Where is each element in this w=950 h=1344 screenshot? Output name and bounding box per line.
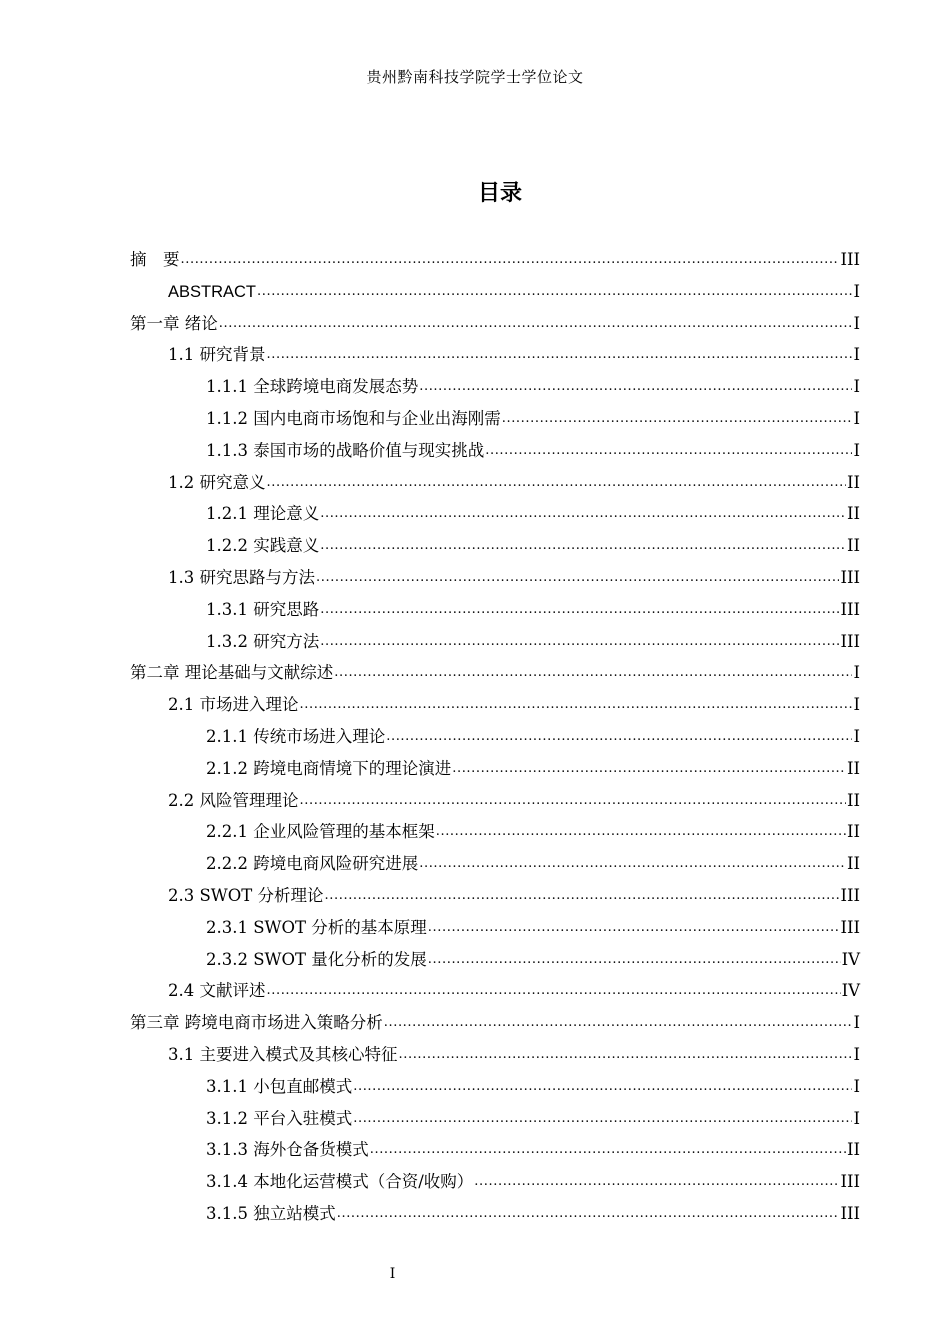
toc-entry-title: 1.2.2 实践意义 [206,536,320,556]
toc-entry[interactable] [130,1103,860,1135]
toc-leader-dots [337,1201,840,1221]
toc-entry-title: 3.1.1 小包直邮模式 [206,1076,353,1096]
toc-leader-dots [485,438,852,458]
toc-entry[interactable] [130,244,860,276]
toc-leader-dots [502,406,853,426]
toc-entry-page: I [853,408,860,428]
toc-entry-title: 2.2.1 企业风险管理的基本框架 [206,822,435,842]
toc-entry[interactable] [130,562,860,594]
toc-entry[interactable] [130,689,860,721]
toc-entry-title: 2.3 SWOT 分析理论 [168,885,324,905]
toc-entry[interactable] [130,1007,860,1039]
toc-leader-dots [474,1169,839,1189]
toc-entry-title: 1.1.3 泰国市场的战略价值与现实挑战 [206,440,485,460]
toc-entry-title: 2.1 市场进入理论 [168,695,299,715]
toc-leader-dots [334,660,852,680]
toc-entry[interactable] [130,467,860,499]
toc-entry-page: III [840,917,860,937]
toc-entry[interactable] [130,594,860,626]
toc-entry-title: 1.1 研究背景 [168,345,266,365]
toc-leader-dots [428,947,841,967]
toc-leader-dots [419,374,852,394]
toc-entry-page: I [853,726,860,746]
toc-entry[interactable] [130,1166,860,1198]
toc-entry-title: 2.2.2 跨境电商风险研究进展 [206,854,419,874]
toc-leader-dots [386,724,852,744]
toc-entry[interactable] [130,403,860,435]
toc-entry[interactable] [130,944,860,976]
toc-entry-page: I [853,663,860,683]
toc-entry[interactable] [130,1071,860,1103]
toc-entry-page: I [853,1013,860,1033]
toc-entry[interactable] [130,721,860,753]
toc-leader-dots [452,756,846,776]
table-of-contents [130,244,860,1230]
toc-entry-page: I [853,695,860,715]
toc-entry-page: I [853,1076,860,1096]
toc-entry-page: II [846,472,860,492]
toc-leader-dots [257,279,852,299]
toc-entry[interactable] [130,626,860,658]
toc-title: 目录 [477,181,522,206]
toc-entry-title: 1.1.1 全球跨境电商发展态势 [206,377,419,397]
toc-entry[interactable] [130,339,860,371]
toc-entry-page: I [853,1044,860,1064]
toc-entry-title: 3.1.2 平台入驻模式 [206,1108,353,1128]
toc-entry-page: I [853,1108,860,1128]
toc-entry-page: III [840,599,860,619]
toc-entry-title: 2.1.1 传统市场进入理论 [206,726,386,746]
toc-leader-dots [436,819,846,839]
toc-entry-title: 3.1.4 本地化运营模式（合资/收购） [206,1172,474,1192]
toc-entry-page: III [840,885,860,905]
toc-leader-dots [320,629,839,649]
toc-entry-page: I [853,440,860,460]
toc-entry-title: 3.1.3 海外仓备货模式 [206,1140,369,1160]
page-number: I [389,1266,396,1282]
toc-entry[interactable] [130,435,860,467]
toc-entry-title: 3.1.5 独立站模式 [206,1203,336,1223]
toc-entry-page: II [846,758,860,778]
toc-entry-page: III [840,631,860,651]
toc-leader-dots [267,342,853,362]
toc-entry-title: 1.3 研究思路与方法 [168,567,315,587]
toc-entry[interactable] [130,785,860,817]
toc-entry-page: II [846,536,860,556]
toc-leader-dots [384,1010,853,1030]
toc-leader-dots [181,247,840,267]
toc-leader-dots [300,788,846,808]
toc-entry[interactable] [130,308,860,340]
toc-entry-page: I [853,345,860,365]
toc-entry[interactable] [130,975,860,1007]
toc-entry[interactable] [130,530,860,562]
toc-entry[interactable] [130,912,860,944]
toc-entry-page: III [840,250,860,269]
toc-leader-dots [370,1137,846,1157]
toc-entry-title: 第二章 理论基础与文献综述 [130,663,334,683]
toc-leader-dots [419,851,846,871]
toc-entry-page: III [840,1203,860,1223]
toc-entry-page: IV [841,981,860,1001]
toc-leader-dots [399,1042,853,1062]
toc-entry-title: 1.2 研究意义 [168,472,266,492]
toc-leader-dots [325,883,840,903]
toc-entry[interactable] [130,753,860,785]
toc-entry-page: III [840,1172,860,1192]
toc-entry-page: II [846,822,860,842]
toc-entry[interactable] [130,848,860,880]
toc-entry-page: III [840,567,860,587]
toc-entry[interactable] [130,657,860,689]
toc-entry-page: II [846,504,860,524]
toc-entry-title: 1.3.2 研究方法 [206,631,320,651]
toc-entry-page: I [853,377,860,397]
toc-entry-title: 1.2.1 理论意义 [206,504,320,524]
toc-entry-title: 2.2 风险管理理论 [168,790,299,810]
toc-entry-title: 2.1.2 跨境电商情境下的理论演进 [206,758,452,778]
toc-leader-dots [428,915,840,935]
toc-leader-dots [267,470,846,490]
toc-entry-page: II [846,1140,860,1160]
toc-leader-dots [353,1074,852,1094]
toc-entry-title: 1.1.2 国内电商市场饱和与企业出海刚需 [206,408,501,428]
toc-leader-dots [320,597,839,617]
toc-entry-title: 2.4 文献评述 [168,981,266,1001]
toc-leader-dots [353,1106,852,1126]
toc-entry-page: I [853,281,860,301]
toc-entry-title: 3.1 主要进入模式及其核心特征 [168,1044,398,1064]
toc-entry[interactable] [130,816,860,848]
toc-entry[interactable] [130,1134,860,1166]
toc-entry-page: IV [841,949,860,969]
toc-leader-dots [300,692,853,712]
toc-entry-title: 摘 要 [130,250,180,269]
toc-entry-title: 第三章 跨境电商市场进入策略分析 [130,1013,383,1033]
toc-leader-dots [267,978,841,998]
toc-entry[interactable] [130,371,860,403]
toc-entry-title: 2.3.1 SWOT 分析的基本原理 [206,917,427,937]
toc-leader-dots [316,565,839,585]
toc-entry[interactable] [130,880,860,912]
toc-entry[interactable] [130,276,860,308]
toc-entry-page: II [846,790,860,810]
toc-entry[interactable] [130,498,860,530]
toc-entry-page: I [853,313,860,333]
toc-entry-title: 第一章 绪论 [130,313,218,333]
toc-leader-dots [320,533,846,553]
page-header: 贵州黔南科技学院学士学位论文 [366,68,584,86]
toc-leader-dots [320,501,846,521]
toc-entry-title: 1.3.1 研究思路 [206,599,320,619]
toc-entry-page: II [846,854,860,874]
toc-entry[interactable] [130,1039,860,1071]
toc-entry-title: ABSTRACT [168,282,257,301]
toc-entry[interactable] [130,1198,860,1230]
toc-leader-dots [219,311,853,331]
toc-entry-title: 2.3.2 SWOT 量化分析的发展 [206,949,427,969]
